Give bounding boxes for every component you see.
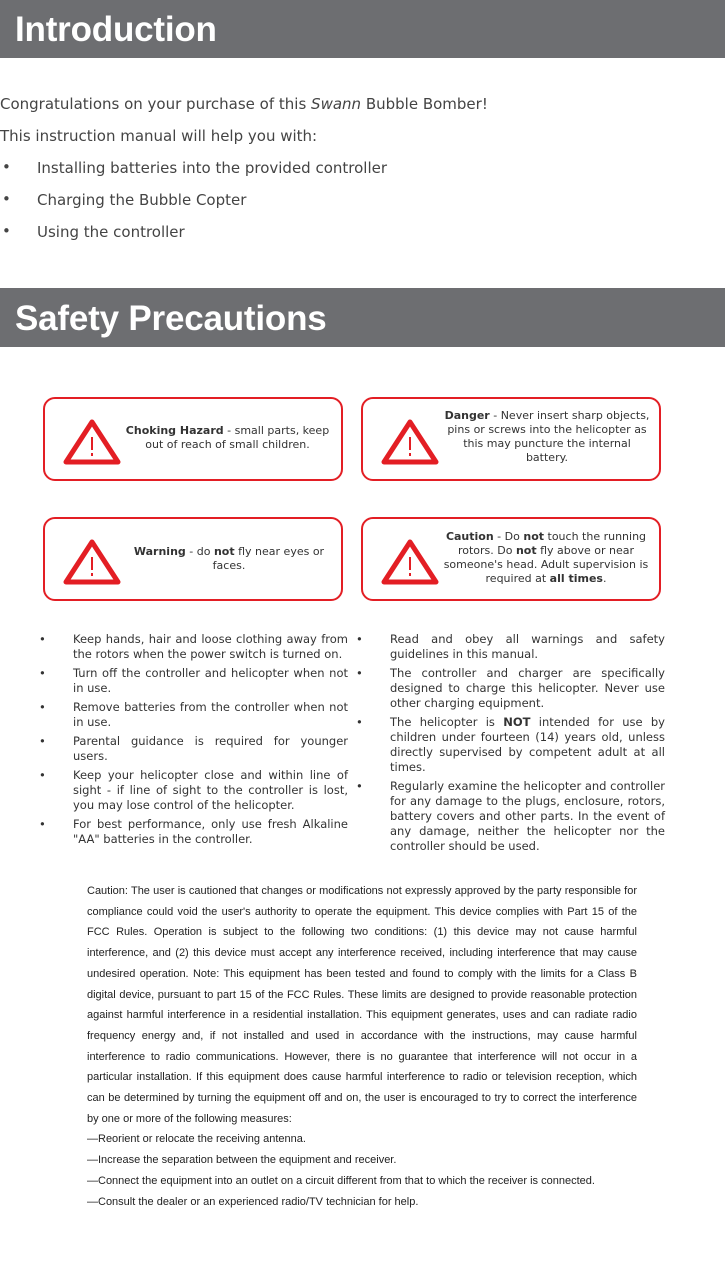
- safety-precautions-header: [0, 288, 725, 347]
- bullet-dot-icon: •: [39, 632, 46, 646]
- danger-box: [361, 397, 661, 481]
- bullet-dot-icon: •: [2, 222, 11, 240]
- intro-bullet-1: Installing batteries into the provided controller: [37, 159, 388, 177]
- list-item: • The controller and charger are specifically designed to charge this helicopter. Never use other charging equipment.: [356, 666, 665, 710]
- list-item: • Parental guidance is required for younger users.: [39, 734, 348, 763]
- danger-text: Danger - Never insert sharp objects, pins or screws into the helicopter as this may puncture the internal battery.: [444, 409, 650, 464]
- fcc-measure: —Connect the equipment into an outlet on a circuit different from that to which the receiver is connected.: [87, 1174, 595, 1187]
- bullet-dot-icon: •: [2, 158, 11, 176]
- fcc-measure: —Reorient or relocate the receiving antenna.: [87, 1133, 306, 1146]
- introduction-header: [0, 0, 725, 58]
- choking-hazard-text: Choking Hazard - small parts, keep out of reach of small children.: [125, 424, 330, 451]
- choking-hazard-box: [43, 397, 343, 481]
- warning-triangle-icon: [381, 419, 439, 465]
- bullet-dot-icon: •: [39, 768, 46, 782]
- manual-help-line: This instruction manual will help you with:: [0, 127, 318, 145]
- warning-triangle-icon: [63, 419, 121, 465]
- congratulations-line: Congratulations on your purchase of this Swann Bubble Bomber!: [0, 95, 488, 113]
- list-item: • For best performance, only use fresh Alkaline "AA" batteries in the controller.: [39, 817, 348, 846]
- bullet-dot-icon: •: [356, 715, 363, 729]
- fcc-paragraph: Caution: The user is cautioned that changes or modifications not expressly approved by the party responsible for compliance could void the user's authority to operate the equipment. This device complies with Part 15 of the FCC Rules. Operation is subject to the following two conditions: (1) this device may not cause harmful interference, and (2) this device must accept any interference received, including interference that may cause undesired operation. Note: This equipment has been tested and found to comply with the limits for a Class B digital device, pursuant to part 15 of the FCC Rules. These limits are designed to provide reasonable protection against harmful interference in a residential installation. This equipment generates, uses and can radiate radio frequency energy and, if not installed and used in accordance with the instructions, may cause harmful interference to radio communications. However, there is no guarantee that interference will not occur in a particular installation. If this equipment does cause harmful interference to radio or television reception, which can be determined by turning the equipment off and on, the user is encouraged to try to correct the interference by one or more of the following measures:: [87, 885, 637, 1125]
- fcc-statement: [87, 881, 637, 1212]
- warning-triangle-icon: [381, 539, 439, 585]
- warning-text: Warning - do not fly near eyes or faces.: [133, 545, 325, 572]
- brand-name: Swann: [311, 95, 362, 113]
- intro-bullet-3: Using the controller: [37, 223, 185, 241]
- fcc-measure: —Consult the dealer or an experienced radio/TV technician for help.: [87, 1195, 419, 1208]
- intro-bullet-2: Charging the Bubble Copter: [37, 191, 247, 209]
- bullet-dot-icon: •: [356, 666, 363, 680]
- safety-list-left: [39, 632, 348, 851]
- fcc-measure: —Increase the separation between the equipment and receiver.: [87, 1154, 397, 1167]
- list-item: • Read and obey all warnings and safety guidelines in this manual.: [356, 632, 665, 661]
- warning-triangle-icon: [63, 539, 121, 585]
- list-item: • Remove batteries from the controller when not in use.: [39, 700, 348, 729]
- list-item: • Turn off the controller and helicopter when not in use.: [39, 666, 348, 695]
- bullet-dot-icon: •: [39, 700, 46, 714]
- bullet-dot-icon: •: [39, 817, 46, 831]
- bullet-dot-icon: •: [356, 779, 363, 793]
- safety-precautions-heading: Safety Precautions: [15, 299, 327, 338]
- safety-list-right: [356, 632, 665, 858]
- bullet-dot-icon: •: [39, 666, 46, 680]
- warning-box: [43, 517, 343, 601]
- list-item: • The helicopter is NOT intended for use by children under fourteen (14) years old, unless directly supervised by competent adult at all times.: [356, 715, 665, 774]
- list-item: • Regularly examine the helicopter and controller for any damage to the plugs, enclosure, rotors, battery covers and other parts. In the event of any damage, neither the helicopter nor the controller should be used.: [356, 779, 665, 853]
- introduction-heading: Introduction: [15, 10, 217, 49]
- list-item: • Keep your helicopter close and within line of sight - if line of sight to the controller is lost, you may lose control of the helicopter.: [39, 768, 348, 812]
- bullet-dot-icon: •: [39, 734, 46, 748]
- caution-box: [361, 517, 661, 601]
- bullet-dot-icon: •: [356, 632, 363, 646]
- caution-text: Caution - Do not touch the running rotors. Do not fly above or near someone's head. Adult supervision is required at all times.: [443, 530, 649, 585]
- list-item: • Keep hands, hair and loose clothing away from the rotors when the power switch is turned on.: [39, 632, 348, 661]
- bullet-dot-icon: •: [2, 190, 11, 208]
